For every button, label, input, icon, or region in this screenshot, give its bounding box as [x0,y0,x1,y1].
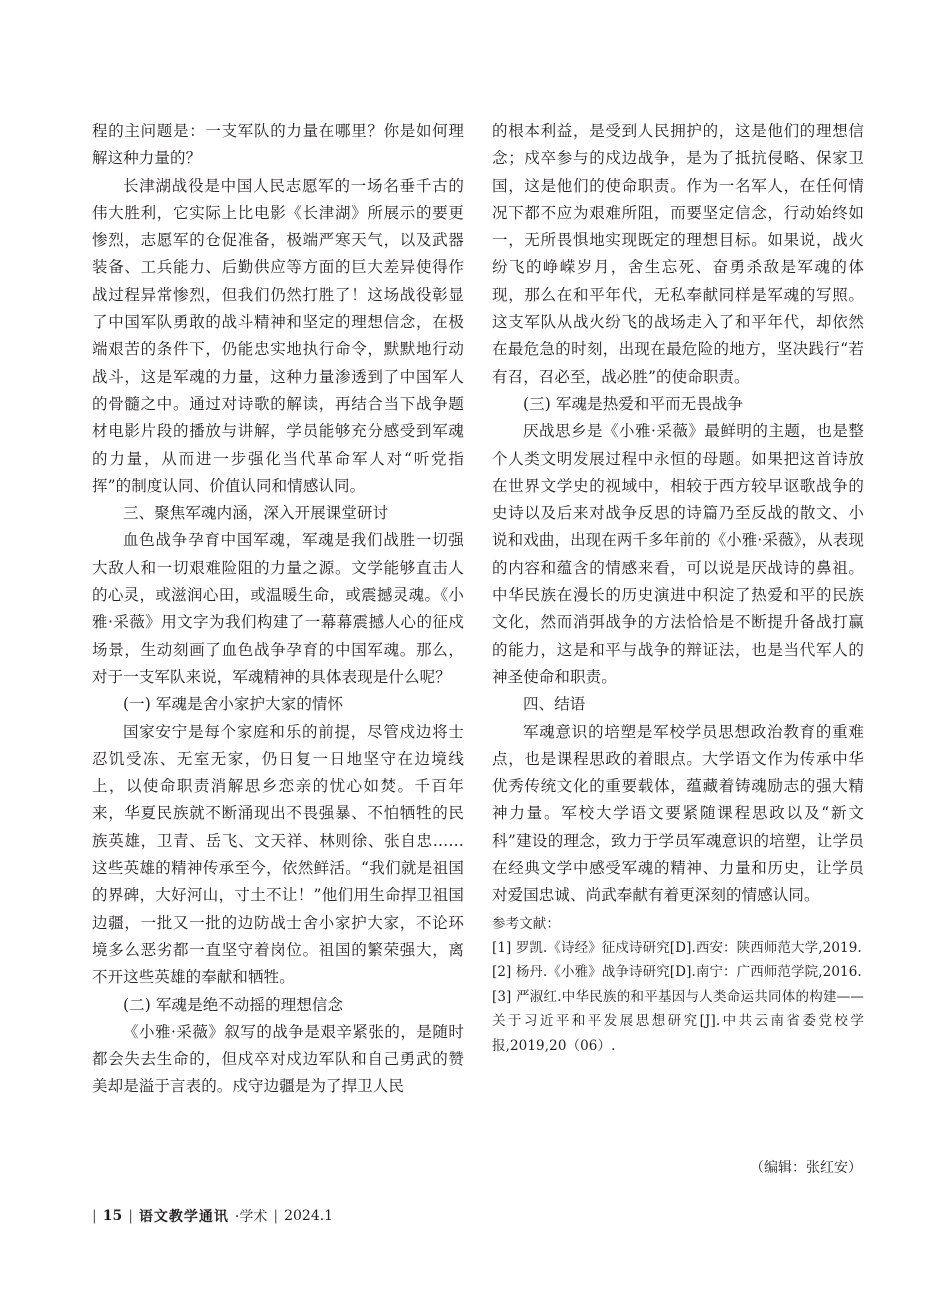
paragraph: 国家安宁是每个家庭和乐的前提，尽管戍边将士忍饥受冻、无室无家，仍日复一日地坚守在边境线上，以使命职责消解思乡恋亲的忧心如焚。千百年来，华夏民族就不断涌现出不畏强暴、不怕牺牲的民族英雄，卫青、岳飞、文天祥、林则徐、张自忠……这些英雄的精神传承至今，依然鲜活。“我们就是祖国的界碑，大好河山，寸土不让！”他们用生命捍卫祖国边疆，一批又一批的边防战士舍小家护大家，不论环境多么恶劣都一直坚守着岗位。祖国的繁荣强大，离不开这些英雄的奉献和牺牲。 [92,722,464,987]
paragraph: 的根本利益，是受到人民拥护的，这是他们的理想信念；戍卒参与的戍边战争，是为了抵抗侵略、保家卫国，这是他们的使命职责。作为一名军人，在任何情况下都不应为艰难所阻，而要坚定信念，行动始终如一，无所畏惧地实现既定的理想目标。如果说，战火纷飞的峥嵘岁月，舍生忘死、奋勇杀敌是军魂的体现，那么在和平年代，无私奉献同样是军魂的写照。这支军队从战火纷飞的战场走入了和平年代，却依然在最危急的时刻，出现在最危险的地方，坚决践行“若有召，召必至，战必胜”的使命职责。 [492,122,864,386]
paragraph: 军魂意识的培塑是军校学员思想政治教育的重难点，也是课程思政的着眼点。大学语文作为传承中华优秀传统文化的重要载体，蕴藏着铸魂励志的强大精神力量。军校大学语文要紧随课程思政以及“新文科”建设的理念，致力于学员军魂意识的培塑，让学员在经典文学中感受军魂的精神、力量和历史，让学员对爱国忠诚、尚武奉献有着更深刻的情感认同。 [492,722,864,905]
subsection-heading: (二) 军魂是绝不动摇的理想信念 [123,995,344,1014]
reference-item: [3] 严淑红.中华民族的和平基因与人类命运共同体的构建——关于习近平和平发展思想研究[J].中共云南省委党校学报,2019,20（06）. [492,988,864,1054]
editor-credit: （编辑：张红安） [750,1160,862,1176]
subsection-heading: (一) 军魂是舍小家护大家的情怀 [123,695,344,714]
right-column [492,118,864,1058]
references-title: 参考文献： [492,915,560,932]
paragraph: 《小雅·采薇》叙写的战争是艰辛紧张的，是随时都会失去生命的，但戍卒对戍边军队和自己勇武的赞美却是溢于言表的。戍守边疆是为了捍卫人民 [92,1022,464,1096]
page-number: 15 [102,1208,123,1224]
left-column [92,118,464,1101]
paragraph: 程的主问题是：一支军队的力量在哪里？你是如何理解这种力量的？ [92,122,464,168]
paragraph: 长津湖战役是中国人民志愿军的一场名垂千古的伟大胜利，它实际上比电影《长津湖》所展示的要更惨烈，志愿军的仓促准备，极端严寒天气，以及武器装备、工兵能力、后勤供应等方面的巨大差异使得作战过程异常惨烈，但我们仍然打胜了！这场战役彰显了中国军队勇敢的战斗精神和坚定的理想信念，在极端艰苦的条件下，仍能忠实地执行命令，默默地行动战斗，这是军魂的力量，这种力量渗透到了中国军人的骨髓之中。通过对诗歌的解读，再结合当下战争题材电影片段的播放与讲解，学员能够充分感受到军魂的力量，从而进一步强化当代革命军人对“听党指挥”的制度认同、价值认同和情感认同。 [92,176,464,495]
section-heading: 三、聚焦军魂内涵，深入开展课堂研讨 [123,504,389,523]
references [492,912,864,1059]
page-footer [92,1206,333,1226]
journal-name: 语文教学通讯 [138,1209,229,1225]
issue-number: 2024.1 [284,1208,334,1224]
divider: | [273,1208,279,1224]
divider: | [92,1208,97,1224]
section-label: ·学术 [234,1209,268,1225]
divider: | [128,1208,133,1224]
reference-item: [1] 罗凯.《诗经》征戍诗研究[D].西安：陕西师范大学,2019. [492,939,862,956]
reference-item: [2] 杨丹.《小雅》战争诗研究[D].南宁：广西师范学院,2016. [492,964,862,981]
subsection-heading: (三) 军魂是热爱和平而无畏战争 [523,394,744,413]
paragraph: 厌战思乡是《小雅·采薇》最鲜明的主题，也是整个人类文明发展过程中永恒的母题。如果把这首诗放在世界文学史的视域中，相较于西方较早讴歌战争的史诗以及后来对战争反思的诗篇乃至反战的散文、小说和戏曲，出现在两千多年前的《小雅·采薇》，从表现的内容和蕴含的情感来看，可以说是厌战诗的鼻祖。中华民族在漫长的历史演进中积淀了热爱和平的民族文化，然而消弭战争的方法恰恰是不断提升备战打赢的能力，这是和平与战争的辩证法，也是当代军人的神圣使命和职责。 [492,422,864,686]
paragraph: 血色战争孕育中国军魂，军魂是我们战胜一切强大敌人和一切艰难险阻的力量之源。文学能够直击人的心灵，或滋润心田，或温暖生命，或震撼灵魂。《小雅·采薇》用文字为我们构建了一幕幕震撼人心的征戍场景，生动刻画了血色战争孕育的中国军魂。那么，对于一支军队来说，军魂精神的具体表现是什么呢？ [92,531,464,686]
section-heading: 四、结语 [523,695,586,714]
